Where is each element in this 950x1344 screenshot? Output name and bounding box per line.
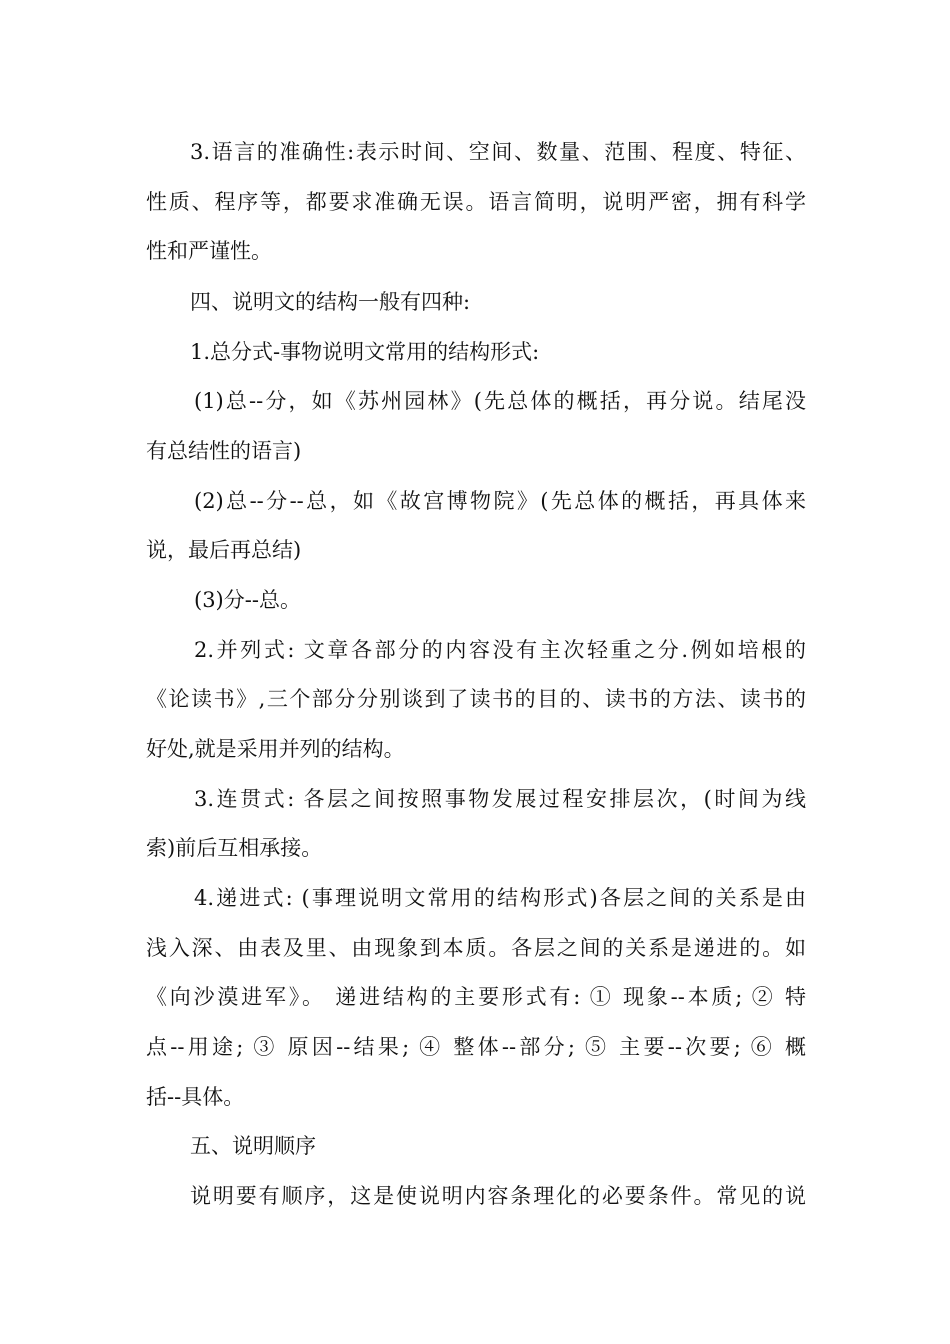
section-heading: 四、说明文的结构一般有四种: xyxy=(190,290,471,314)
text-line: 浅入深、由表及里、由现象到本质。各层之间的关系是递进的。如 xyxy=(146,936,806,960)
text-line: 3.语言的准确性:表示时间、空间、数量、范围、程度、特征、 xyxy=(190,140,806,164)
section-heading: 五、说明顺序 xyxy=(190,1134,316,1158)
text-line: (3)分--总。 xyxy=(194,588,301,612)
text-line: 好处,就是采用并列的结构。 xyxy=(146,737,405,761)
text-line: 说明要有顺序，这是使说明内容条理化的必要条件。常见的说 xyxy=(190,1184,806,1208)
text-line: 点--用途; ③ 原因--结果; ④ 整体--部分; ⑤ 主要--次要; ⑥ 概 xyxy=(146,1035,806,1059)
text-line: 《论读书》,三个部分分别谈到了读书的目的、读书的方法、读书的 xyxy=(146,687,806,711)
text-line: 有总结性的语言) xyxy=(146,439,302,463)
text-line: 说，最后再总结) xyxy=(146,538,302,562)
text-line: (2)总--分--总，如《故宫博物院》(先总体的概括，再具体来 xyxy=(194,489,806,513)
text-line: 性质、程序等，都要求准确无误。语言简明，说明严密，拥有科学 xyxy=(146,190,806,214)
text-line: 《向沙漠进军》。 递进结构的主要形式有: ① 现象--本质; ② 特 xyxy=(146,985,806,1009)
text-line: 1.总分式-事物说明文常用的结构形式: xyxy=(190,340,540,364)
text-line: 括--具体。 xyxy=(146,1085,245,1109)
text-line: 索)前后互相承接。 xyxy=(146,836,323,860)
text-line: 4.递进式: (事理说明文常用的结构形式)各层之间的关系是由 xyxy=(194,886,806,910)
text-line: 3.连贯式: 各层之间按照事物发展过程安排层次，(时间为线 xyxy=(194,787,806,811)
text-line: 2.并列式: 文章各部分的内容没有主次轻重之分.例如培根的 xyxy=(194,638,806,662)
text-line: 性和严谨性。 xyxy=(146,239,272,263)
text-line: (1)总--分，如《苏州园林》(先总体的概括，再分说。结尾没 xyxy=(194,389,806,413)
